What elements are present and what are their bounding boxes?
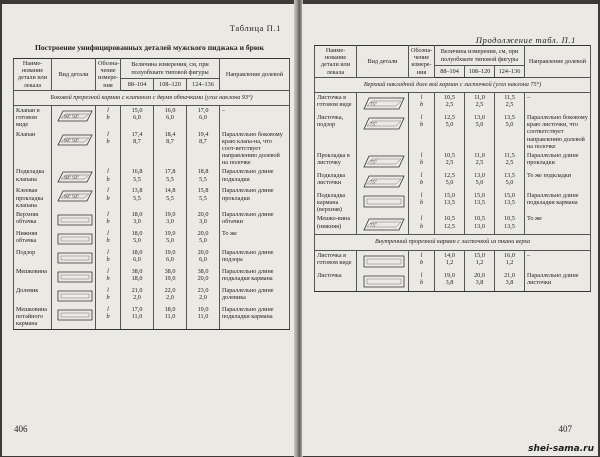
part-name: Подкладка листочки [315, 171, 357, 191]
value-size-1: 10,5 2,5 [435, 92, 465, 113]
detail-angle-label: 90° 93° [64, 114, 80, 120]
watermark: shei-sama.ru [528, 444, 594, 454]
table-title: Построение унифицированных деталей мужского пиджака и брюк [34, 43, 265, 52]
value-size-2: 19,0 3,0 [154, 210, 187, 229]
measure-symbol: l b [409, 171, 435, 191]
col-header-name: Наиме-нование детали или лекала [315, 46, 357, 78]
table-row [315, 113, 591, 151]
table-row [315, 250, 591, 271]
section-caption: Боковой прорезной карман с клапаном с двумя обтачками (угол наклона 93°) [14, 90, 290, 105]
detail-angle-label: 90° 93° [64, 138, 80, 144]
detail-angle-label: 75° [369, 180, 377, 186]
measure-symbol: l b [96, 229, 121, 248]
part-name: Листочка в готовом виде [315, 92, 357, 113]
detail-sketch [54, 108, 94, 124]
detail-view [52, 229, 96, 248]
value-size-1: 14,0 1,2 [435, 250, 465, 271]
table-row [315, 214, 591, 235]
value-size-1: 16,8 5,5 [121, 167, 154, 186]
detail-sketch [360, 273, 406, 290]
value-size-1: 18,0 3,0 [121, 210, 154, 229]
value-size-3: 15,0 13,5 [495, 191, 525, 215]
col-header-direction: Направление долевой [220, 59, 290, 91]
table-row [315, 92, 591, 113]
part-name: Подзор [14, 248, 52, 267]
detail-angle-label: 90° 93° [64, 195, 80, 201]
col-header-size-3: 124–136 [187, 79, 220, 91]
value-size-3: 19,0 11,0 [187, 305, 220, 329]
value-size-3: 19,4 8,7 [187, 130, 220, 168]
value-size-1: 12,5 5,0 [435, 171, 465, 191]
col-header-size-2: 108–120 [465, 66, 495, 78]
detail-sketch [360, 115, 406, 132]
table-row [315, 151, 591, 171]
measure-symbol: l b [409, 250, 435, 271]
col-header-name: Наиме-нование детали или лекала [14, 59, 52, 91]
value-size-3: 16,0 1,2 [495, 250, 525, 271]
value-size-1: 15,0 6,0 [121, 105, 154, 129]
value-size-1: 10,5 2,5 [435, 151, 465, 171]
col-header-view: Вид детали [52, 59, 96, 91]
measure-symbol: l b [409, 92, 435, 113]
table-row [14, 305, 290, 329]
detail-sketch [360, 173, 406, 190]
detail-view [357, 191, 409, 215]
detail-sketch [360, 216, 406, 233]
measure-symbol: l b [409, 113, 435, 151]
table-row [14, 210, 290, 229]
value-size-1: 10,5 12,5 [435, 214, 465, 235]
part-name: Листочка [315, 271, 357, 292]
right-table [314, 45, 591, 292]
part-name: Листочка в готовом виде [315, 250, 357, 271]
page-number: 407 [558, 424, 572, 434]
grain-direction: Параллельно боковому краю клапа-на, что соот-ветствует направлению долевой на полочке [220, 130, 290, 168]
detail-view [357, 113, 409, 151]
measure-symbol: l b [96, 186, 121, 210]
table-row [14, 286, 290, 305]
detail-sketch [54, 269, 94, 285]
value-size-3: 20,0 5,0 [187, 229, 220, 248]
table-row [14, 186, 290, 210]
value-size-1: 12,5 5,0 [435, 113, 465, 151]
detail-sketch [54, 231, 94, 247]
col-header-size-1: 88–104 [121, 79, 154, 91]
detail-sketch [360, 253, 406, 270]
col-header-size-3: 124–136 [495, 66, 525, 78]
left-page [2, 4, 295, 456]
table-row [14, 167, 290, 186]
detail-view [52, 248, 96, 267]
detail-view [357, 151, 409, 171]
grain-direction: То же подкладки [525, 171, 591, 191]
part-name: Долевик [14, 286, 52, 305]
detail-view [357, 92, 409, 113]
value-size-2: 11,0 2,5 [465, 92, 495, 113]
detail-angle-label: 75° [369, 223, 377, 229]
measure-symbol: l b [409, 214, 435, 235]
col-header-symbol: Обозна-чение измере-ния [409, 46, 435, 78]
value-size-2: 15,0 1,2 [465, 250, 495, 271]
measure-symbol: l b [96, 130, 121, 168]
detail-sketch [54, 212, 94, 228]
detail-angle-label: 75° [369, 102, 377, 108]
value-size-3: 13,5 5,0 [495, 113, 525, 151]
value-size-1: 15,0 13,5 [435, 191, 465, 215]
detail-sketch [360, 95, 406, 112]
table-row [14, 248, 290, 267]
value-size-2: 11,0 2,5 [465, 151, 495, 171]
grain-direction: Параллельно длине подкладки кармана [525, 191, 591, 215]
col-header-view: Вид детали [357, 46, 409, 78]
measure-symbol: l b [96, 167, 121, 186]
detail-view [52, 130, 96, 168]
grain-direction: – [525, 92, 591, 113]
grain-direction: – [220, 105, 290, 129]
value-size-1: 38,0 18,0 [121, 267, 154, 286]
col-header-measure: Величина измерения, см, при полуобхвате типовой фигуры [121, 59, 220, 79]
detail-view [52, 305, 96, 329]
part-name: Подкладка клапана [14, 167, 52, 186]
value-size-1: 17,0 11,0 [121, 305, 154, 329]
value-size-2: 18,4 8,7 [154, 130, 187, 168]
part-name: Мешковина потайного кармана [14, 305, 52, 329]
value-size-1: 21,0 2,0 [121, 286, 154, 305]
detail-sketch [54, 132, 94, 148]
part-name: Клапан в готовом виде [14, 105, 52, 129]
detail-view [357, 214, 409, 235]
value-size-2: 19,0 5,0 [154, 229, 187, 248]
table-row [315, 271, 591, 292]
value-size-2: 10,5 13,0 [465, 214, 495, 235]
detail-view [52, 186, 96, 210]
grain-direction: Параллельно боковому краю листочки, что соответствует направлению долевой на полочке [525, 113, 591, 151]
value-size-2: 20,0 3,8 [465, 271, 495, 292]
part-name: Верхняя обтачка [14, 210, 52, 229]
part-name: Листочка, подзор [315, 113, 357, 151]
value-size-1: 13,8 5,5 [121, 186, 154, 210]
value-size-2: 16,0 6,0 [154, 105, 187, 129]
value-size-3: 13,5 5,0 [495, 171, 525, 191]
value-size-1: 17,4 8,7 [121, 130, 154, 168]
value-size-3: 20,0 3,0 [187, 210, 220, 229]
value-size-2: 13,0 5,0 [465, 171, 495, 191]
table-row [14, 105, 290, 129]
section-caption: Верхний накладной доле вой карман с листочкой (угол наклона 75°) [315, 77, 591, 92]
measure-symbol: l b [409, 191, 435, 215]
table-label: Таблица П.1 [229, 23, 281, 33]
grain-direction: Параллельно длине подкладки кармана [220, 267, 290, 286]
measure-symbol: l b [96, 105, 121, 129]
part-name: Клеевая прокладка клапана [14, 186, 52, 210]
value-size-2: 17,8 5,5 [154, 167, 187, 186]
value-size-2: 14,8 5,5 [154, 186, 187, 210]
grain-direction: Параллельно длине подзора [220, 248, 290, 267]
grain-direction: Параллельно длине подкладки [220, 167, 290, 186]
detail-sketch [54, 307, 94, 323]
measure-symbol: l b [96, 286, 121, 305]
part-name: Подкладка кармана (верхняя) [315, 191, 357, 215]
right-page [302, 4, 598, 456]
grain-direction: То же [525, 214, 591, 235]
detail-angle-label: 75° [369, 160, 377, 166]
grain-direction: Параллельно длине листочки [525, 271, 591, 292]
part-name: Мешковина [14, 267, 52, 286]
detail-view [52, 210, 96, 229]
detail-sketch [54, 288, 94, 304]
value-size-3: 11,5 2,5 [495, 151, 525, 171]
grain-direction: Параллельно длине подкладки кармана [220, 305, 290, 329]
table-row [315, 171, 591, 191]
measure-symbol: l b [409, 151, 435, 171]
detail-sketch [360, 153, 406, 170]
grain-direction: То же [220, 229, 290, 248]
col-header-direction: Направление долевой [525, 46, 591, 78]
grain-direction: Параллельно длине прокладки [525, 151, 591, 171]
detail-view [52, 105, 96, 129]
detail-view [52, 286, 96, 305]
value-size-2: 19,0 6,0 [154, 248, 187, 267]
grain-direction: – [525, 250, 591, 271]
detail-sketch [360, 193, 406, 210]
value-size-2: 22,0 2,0 [154, 286, 187, 305]
detail-angle-label: 90° 93° [64, 176, 80, 182]
col-header-size-1: 88–104 [435, 66, 465, 78]
measure-symbol: l b [96, 305, 121, 329]
grain-direction: Параллельно длине прокладки [220, 186, 290, 210]
col-header-symbol: Обозна-чение измере-ния [96, 59, 121, 91]
value-size-2: 18,0 11,0 [154, 305, 187, 329]
value-size-3: 38,0 20,0 [187, 267, 220, 286]
detail-view [357, 250, 409, 271]
value-size-1: 18,0 6,0 [121, 248, 154, 267]
value-size-1: 19,0 3,8 [435, 271, 465, 292]
left-table [13, 58, 290, 330]
col-header-measure: Величина измерения, см, при полуобхвате типовой фигуры [435, 46, 525, 66]
detail-sketch [54, 250, 94, 266]
part-name: Клапан [14, 130, 52, 168]
detail-sketch [54, 188, 94, 204]
part-name: Прокладка в листочку [315, 151, 357, 171]
value-size-2: 13,0 5,0 [465, 113, 495, 151]
table-row [315, 191, 591, 215]
value-size-2: 15,0 13,5 [465, 191, 495, 215]
value-size-3: 17,0 6,0 [187, 105, 220, 129]
page-number: 406 [14, 424, 28, 434]
col-header-size-2: 108–120 [154, 79, 187, 91]
value-size-3: 23,0 2,0 [187, 286, 220, 305]
detail-sketch [54, 169, 94, 185]
table-continuation-label: Продолжение табл. П.1 [475, 35, 576, 45]
table-row [14, 229, 290, 248]
table-row [14, 267, 290, 286]
value-size-3: 18,8 5,5 [187, 167, 220, 186]
value-size-2: 38,0 19,0 [154, 267, 187, 286]
value-size-3: 11,5 2,5 [495, 92, 525, 113]
part-name: Мешко-вина (нижняя) [315, 214, 357, 235]
grain-direction: Параллельно длине долевика [220, 286, 290, 305]
measure-symbol: l b [96, 248, 121, 267]
table-row [14, 130, 290, 168]
detail-view [52, 167, 96, 186]
grain-direction: Параллельно длине обтачки [220, 210, 290, 229]
value-size-3: 10,5 13,5 [495, 214, 525, 235]
measure-symbol: l b [96, 267, 121, 286]
value-size-3: 15,8 5,5 [187, 186, 220, 210]
detail-view [357, 171, 409, 191]
measure-symbol: l b [96, 210, 121, 229]
detail-view [357, 271, 409, 292]
detail-angle-label: 75° [369, 122, 377, 128]
value-size-1: 18,0 5,0 [121, 229, 154, 248]
value-size-3: 21,0 3,8 [495, 271, 525, 292]
part-name: Нижняя обтачка [14, 229, 52, 248]
section-caption: Внутренний прорезной карман с листочкой из ткани верха [315, 235, 591, 250]
measure-symbol: l b [409, 271, 435, 292]
value-size-3: 20,0 6,0 [187, 248, 220, 267]
detail-view [52, 267, 96, 286]
